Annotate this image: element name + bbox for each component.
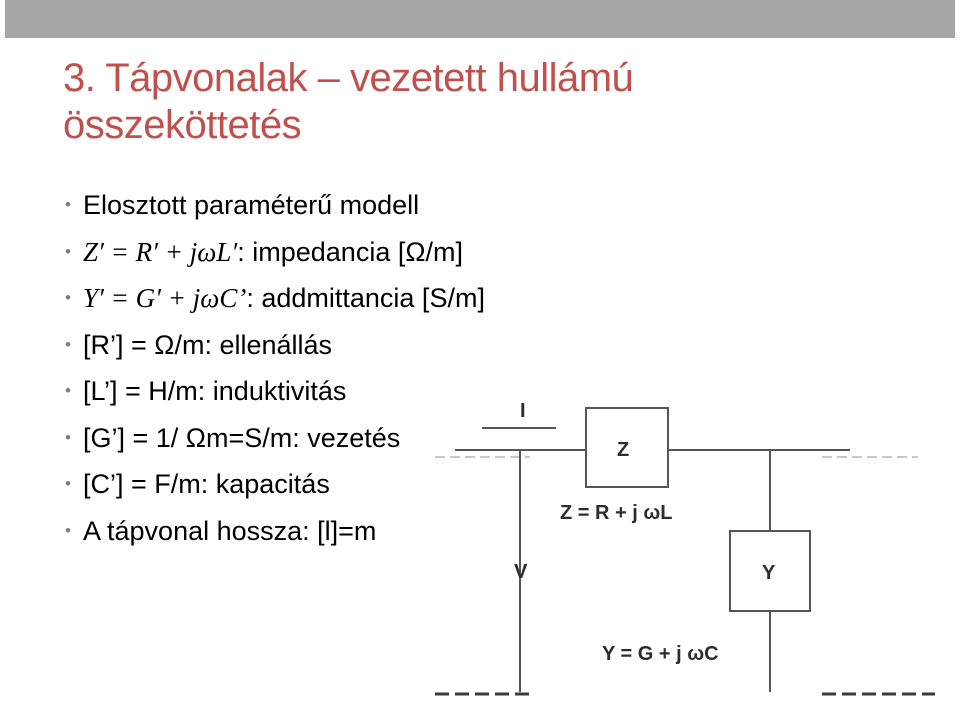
admittance-formula-label: Y = G + j ωC — [602, 643, 719, 665]
bullet-text: A tápvonal hossza: [l]=m — [83, 515, 377, 546]
current-label: I — [520, 400, 526, 422]
impedance-formula: Z′ = R′ + jωL′ — [83, 236, 238, 267]
bullet-marker: • — [65, 195, 71, 214]
bullet-marker: • — [65, 241, 71, 261]
bullet-marker: • — [65, 520, 71, 540]
bullet-text: : addmittancia [S/m] — [246, 283, 485, 313]
admittance-formula: Y′ = G′ + jωC’ — [83, 283, 247, 313]
bullet-text: : impedancia [Ω/m] — [237, 236, 464, 267]
impedance-formula-label: Z = R + j ωL — [560, 502, 673, 524]
admittance-box-label: Y — [762, 562, 776, 584]
bullet-text: [G’] = 1/ Ωm=S/m: vezetés — [83, 422, 401, 453]
bullet-text: Elosztott paraméterű modell — [83, 190, 420, 220]
bullet-marker: • — [65, 427, 71, 447]
bullet-marker: • — [65, 334, 71, 354]
bullet-text: [L’] = H/m: induktivitás — [83, 376, 347, 406]
slide-title: 3. Tápvonalak – vezetett hullámú összeköttetés — [63, 56, 634, 147]
bullet-marker: • — [65, 381, 71, 400]
impedance-box-label: Z — [617, 439, 630, 461]
bullet-marker: • — [65, 474, 71, 493]
bullet-marker: • — [65, 288, 71, 307]
bullet-text: [R’] = Ω/m: ellenállás — [83, 329, 333, 360]
bullet-text: [C’] = F/m: kapacitás — [83, 469, 330, 499]
voltage-label: V — [514, 561, 528, 583]
